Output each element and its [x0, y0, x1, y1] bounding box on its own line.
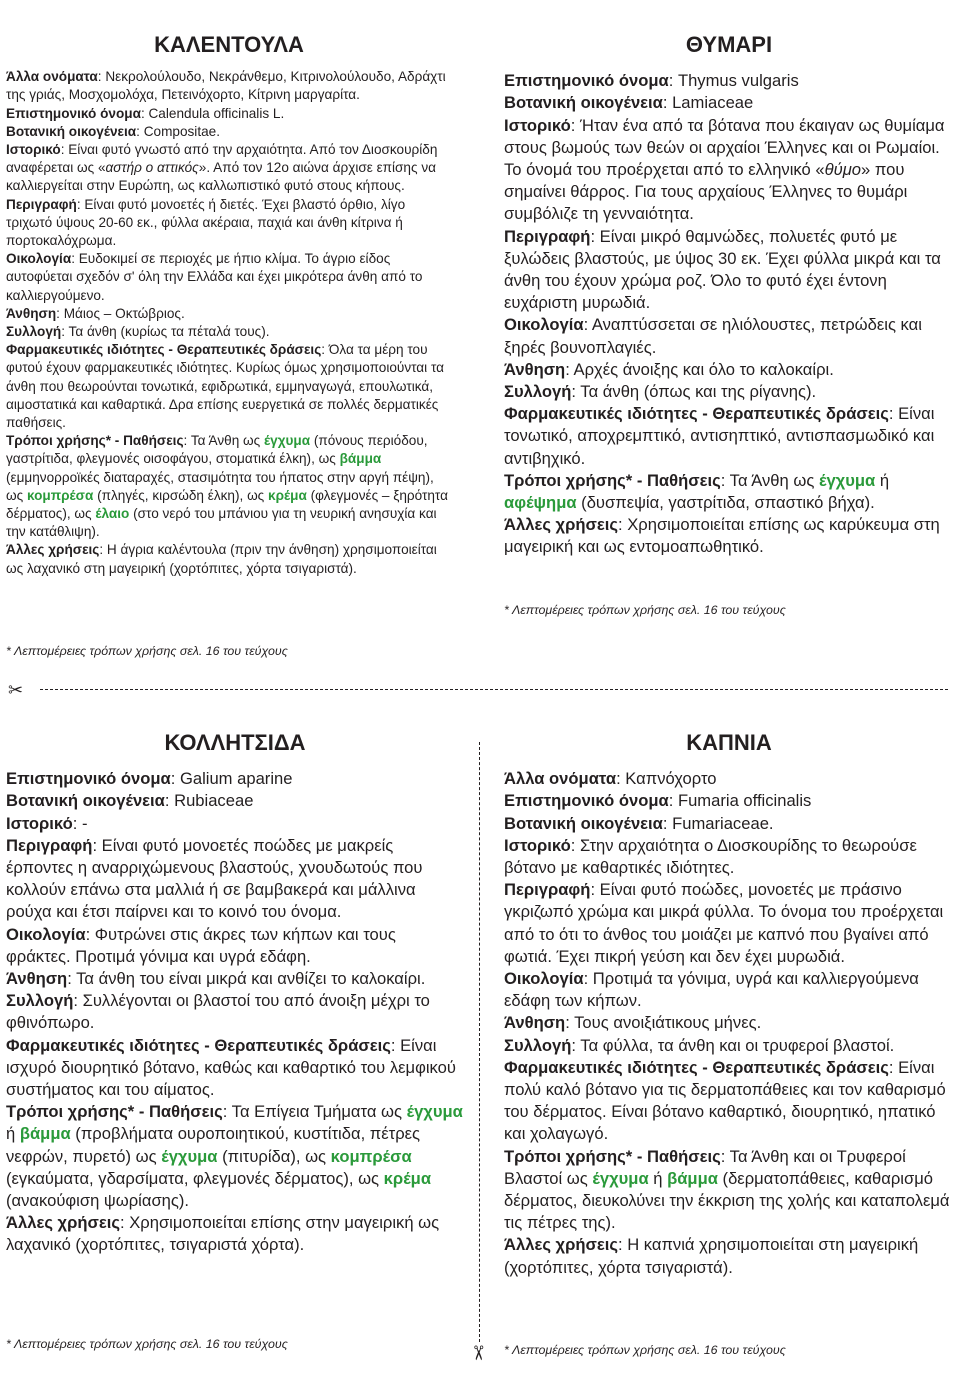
field-uses: Τρόποι χρήσης* - Παθήσεις: Τα Άνθη ως έγχυμα (πόνους περιόδου, γαστρίτιδα, φλεγμονές οισοφάγου, στοματικά έλκη), ως βάμμα (εμμηνορροϊκές διαταραχές, στασιμότητα του ήπατος στην αργή πέψη), ως κομπρέσα (πληγές, κιρσώδη έλκη), ως κρέμα (φλεγμονές – ξηρότητα δέρματος), ως έλαιο (στο νερό του μπάνιου για τη νευρική ανησυχία και την κατάθλιψη).: [6, 433, 448, 540]
field-blooming: Άνθηση: Αρχές άνοιξης και όλο το καλοκαίρι.: [504, 359, 834, 379]
footnote-fumaria: * Λεπτομέρειες τρόπων χρήσης σελ. 16 του τεύχους: [504, 1343, 786, 1357]
field-other-uses: Άλλες χρήσεις: Η καπνιά χρησιμοποιείται στη μαγειρική (χορτόπιτες, χόρτα τσιγαριστά).: [504, 1235, 919, 1277]
field-harvest: Συλλογή: Τα άνθη (όπως και της ρίγανης).: [504, 382, 817, 402]
field-family: Βοτανική οικογένεια: Fumariaceae.: [504, 813, 774, 833]
field-other-uses: Άλλες χρήσεις: Χρησιμοποιείται επίσης ως καρύκευμα στη μαγειρική και ως εντομοαπωθητικό.: [504, 515, 940, 557]
card-galium: [6, 732, 464, 1257]
field-other-names: Άλλα ονόματα: Καπνόχορτο: [504, 769, 717, 789]
scissors-icon: ✂: [8, 680, 24, 700]
field-history: Ιστορικό: Είναι φυτό γνωστό από την αρχαιότητα. Από τον Διοσκουρίδη αναφέρεται ως «αστήρ ο αττικός». Από τον 12ο αιώνα άρχισε επίσης να καλλιεργείται στην Ευρώπη, ως καλλωπιστικό φυτό στους κήπους.: [6, 142, 438, 194]
field-harvest: Συλλογή: Συλλέγονται οι βλαστοί του από άνοιξη μέχρι το φθινόπωρο.: [6, 991, 430, 1033]
scissors-icon: ✂: [466, 1344, 489, 1362]
field-other-uses: Άλλες χρήσεις: Η άγρια καλέντουλα (πριν την άνθηση) χρησιμοποιείται ως λαχανικό στη μαγειρική (χορτόπιτες, χόρτα τσιγαριστά).: [6, 542, 437, 576]
field-scientific-name: Επιστημονικό όνομα: Fumaria officinalis: [504, 791, 812, 811]
card-calendula: [6, 32, 452, 578]
card-title: ΚΑΛΕΝΤΟΥΛΑ: [154, 32, 304, 57]
field-ecology: Οικολογία: Ευδοκιμεί σε περιοχές με ήπιο κλίμα. Το άγριο είδος αυτοφύεται σχεδόν σ' όλη την Ελλάδα και έχει μικρότερα άνθη από το καλλιεργούμενο.: [6, 251, 423, 303]
field-ecology: Οικολογία: Φυτρώνει στις άκρες των κήπων και τους φράκτες. Προτιμά γόνιμα και υγρά εδάφη.: [6, 924, 396, 966]
field-family: Βοτανική οικογένεια: Compositae.: [6, 123, 221, 139]
field-harvest: Συλλογή: Τα φύλλα, τα άνθη και οι τρυφεροί βλαστοί.: [504, 1035, 895, 1055]
field-ecology: Οικολογία: Προτιμά τα γόνιμα, υγρά και καλλιεργούμενα εδάφη των κήπων.: [504, 969, 919, 1011]
field-pharmaceutical: Φαρμακευτικές ιδιότητες - Θεραπευτικές δράσεις: Είναι τονωτικό, αποχρεμπτικό, αντισηπτικό, αντισπασμωδικό και αντιβηχικό.: [504, 404, 935, 468]
field-uses: Τρόποι χρήσης* - Παθήσεις: Τα Επίγεια Τμήματα ως έγχυμα ή βάμμα (προβλήματα ουροποιητικού, κυστίτιδα, πέτρες νεφρών, πυρετό) ως έγχυμα (πιτυρίδα), ως κομπρέσα (εγκαύματα, γδαρσίματα, φλεγμονές δέρματος), ως κρέμα (ανακούφιση ψωρίασης).: [6, 1102, 463, 1211]
field-scientific-name: Επιστημονικό όνομα: Thymus vulgaris: [504, 71, 799, 91]
field-history: Ιστορικό: Ήταν ένα από τα βότανα που έκαιγαν ως θυμίαμα στους βωμούς των θεών οι αρχαίοι Έλληνες και οι Ρωμαίοι. Το όνομά του προέρχεται από το ελληνικό «θύμο» που σημαίνει θάρρος. Για τους αρχαίους Έλληνες το θυμάρι συμβόλιζε τη γενναιότητα.: [504, 115, 945, 224]
field-blooming: Άνθηση: Μάιος – Οκτώβριος.: [6, 305, 185, 321]
cut-line-vertical: [479, 742, 481, 1342]
field-other-names: Άλλα ονόματα: Νεκρολούλουδο, Νεκράνθεμο, Κιτρινολούλουδο, Αδράχτι της γριάς, Μοσχομολόχα, Πετεινόχορτο, Κίτρινη μαργαρίτα.: [6, 69, 446, 103]
card-body: [504, 70, 954, 558]
field-description: Περιγραφή: Είναι φυτό μονοετές ποώδες με μακρείς έρποντες η αναρριχώμενους βλαστούς, χνουδωτούς που κολλούν επάνω στα μαλλιά ή σε βαμβακερά και μάλλινα ρούχα και έτσι παίρνει και το κοινό του όνομα.: [6, 835, 423, 922]
footnote-galium: * Λεπτομέρειες τρόπων χρήσης σελ. 16 του τεύχους: [6, 1337, 288, 1351]
field-other-uses: Άλλες χρήσεις: Χρησιμοποιείται επίσης στην μαγειρική ως λαχανικό (χορτόπιτες, τσιγαριστά χόρτα).: [6, 1213, 440, 1255]
field-ecology: Οικολογία: Αναπτύσσεται σε ηλιόλουστες, πετρώδεις και ξηρές βουνοπλαγιές.: [504, 315, 922, 357]
field-uses: Τρόποι χρήσης* - Παθήσεις: Τα Άνθη και οι Τρυφεροί Βλαστοί ως έγχυμα ή βάμμα (δερματοπάθειες, καθαρισμό δέρματος, διευκολύνει την έκκριση της χολής και καταπολεμά τις πέτρες της).: [504, 1146, 950, 1233]
card-title: ΚΑΠΝΙΑ: [686, 730, 772, 755]
card-title: ΘΥΜΑΡΙ: [685, 32, 773, 57]
field-pharmaceutical: Φαρμακευτικές ιδιότητες - Θεραπευτικές δράσεις: Είναι ισχυρό διουρητικό βότανο, καθώς και καθαρτικό του λεμφικού συστήματος και του αίματος.: [6, 1035, 456, 1100]
field-pharmaceutical: Φαρμακευτικές ιδιότητες - Θεραπευτικές δράσεις: Είναι πολύ καλό βότανο για τις δερματοπάθειες και τον καθαρισμό του δέρματος. Είναι βότανο καθαρτικό, διουρητικό, ηπατικό και χολαγωγό.: [504, 1057, 946, 1144]
cut-line-horizontal: [8, 680, 948, 700]
card-body: [6, 68, 452, 578]
field-scientific-name: Επιστημονικό όνομα: Calendula officinalis L.: [6, 105, 285, 121]
field-description: Περιγραφή: Είναι φυτό ποώδες, μονοετές με πράσινο γκριζωπό χρώμα και μικρά φύλλα. Το όνομα του προέρχεται από το ότι το άνθος του μοιάζει με καπνό που βγαίνει από φωτιά. Έχει πικρή γεύση και δεν έχει μυρωδιά.: [504, 880, 944, 966]
card-thyme: [504, 34, 954, 559]
field-family: Βοτανική οικογένεια: Rubiaceae: [6, 791, 254, 811]
field-history: Ιστορικό: Στην αρχαιότητα ο Διοσκουρίδης το θεωρούσε βότανο με καθαρτικές ιδιότητες.: [504, 835, 917, 878]
card-body: [504, 768, 954, 1279]
field-harvest: Συλλογή: Τα άνθη (κυρίως τα πέταλά τους).: [6, 324, 270, 340]
field-blooming: Άνθηση: Τους ανοιξιάτικους μήνες.: [504, 1013, 762, 1033]
field-pharmaceutical: Φαρμακευτικές ιδιότητες - Θεραπευτικές δράσεις: Όλα τα μέρη του φυτού έχουν φαρμακευτικές ιδιότητες. Κυρίως όμως χρησιμοποιούνται τα άνθη που θεωρούνται τονωτικά, εφιδρωτικά, εμμηναγωγά, επουλωτικά, αιμοστατικά και καθαρτικά. Δρα επίσης ευεργετικά σε πολλές δερματικές παθήσεις.: [6, 342, 444, 431]
field-description: Περιγραφή: Είναι φυτό μονοετές ή διετές. Έχει βλαστό όρθιο, λίγο τριχωτό ύψους 20-60 εκ., φύλλα ακέραια, παχιά και άνθη κίτρινα ή πορτοκαλόχρωμα.: [6, 196, 406, 249]
card-title: ΚΟΛΛΗΤΣΙΔΑ: [164, 730, 306, 755]
field-scientific-name: Επιστημονικό όνομα: Galium aparine: [6, 769, 293, 789]
card-body: [6, 768, 464, 1256]
field-blooming: Άνθηση: Τα άνθη του είναι μικρά και ανθίζει το καλοκαίρι.: [6, 969, 426, 989]
dashed-line: [40, 689, 948, 690]
field-history: Ιστορικό: -: [6, 813, 88, 833]
footnote-thyme: * Λεπτομέρειες τρόπων χρήσης σελ. 16 του τεύχους: [504, 603, 786, 617]
field-family: Βοτανική οικογένεια: Lamiaceae: [504, 93, 754, 113]
field-description: Περιγραφή: Είναι μικρό θαμνώδες, πολυετές φυτό με ξυλώδεις βλαστούς, με ύψος 30 εκ. Έχει φύλλα μικρά και τα άνθη του έχουν χρώμα ροζ. Όλο το φυτό έχει έντονη ευχάριστη μυρωδιά.: [504, 226, 941, 313]
card-fumaria: [504, 732, 954, 1279]
footnote-calendula: * Λεπτομέρειες τρόπων χρήσης σελ. 16 του τεύχους: [6, 644, 288, 658]
field-uses: Τρόποι χρήσης* - Παθήσεις: Τα Άνθη ως έγχυμα ή αφέψημα (δυσπεψία, γαστρίτιδα, σπαστικό βήχα).: [504, 470, 890, 513]
